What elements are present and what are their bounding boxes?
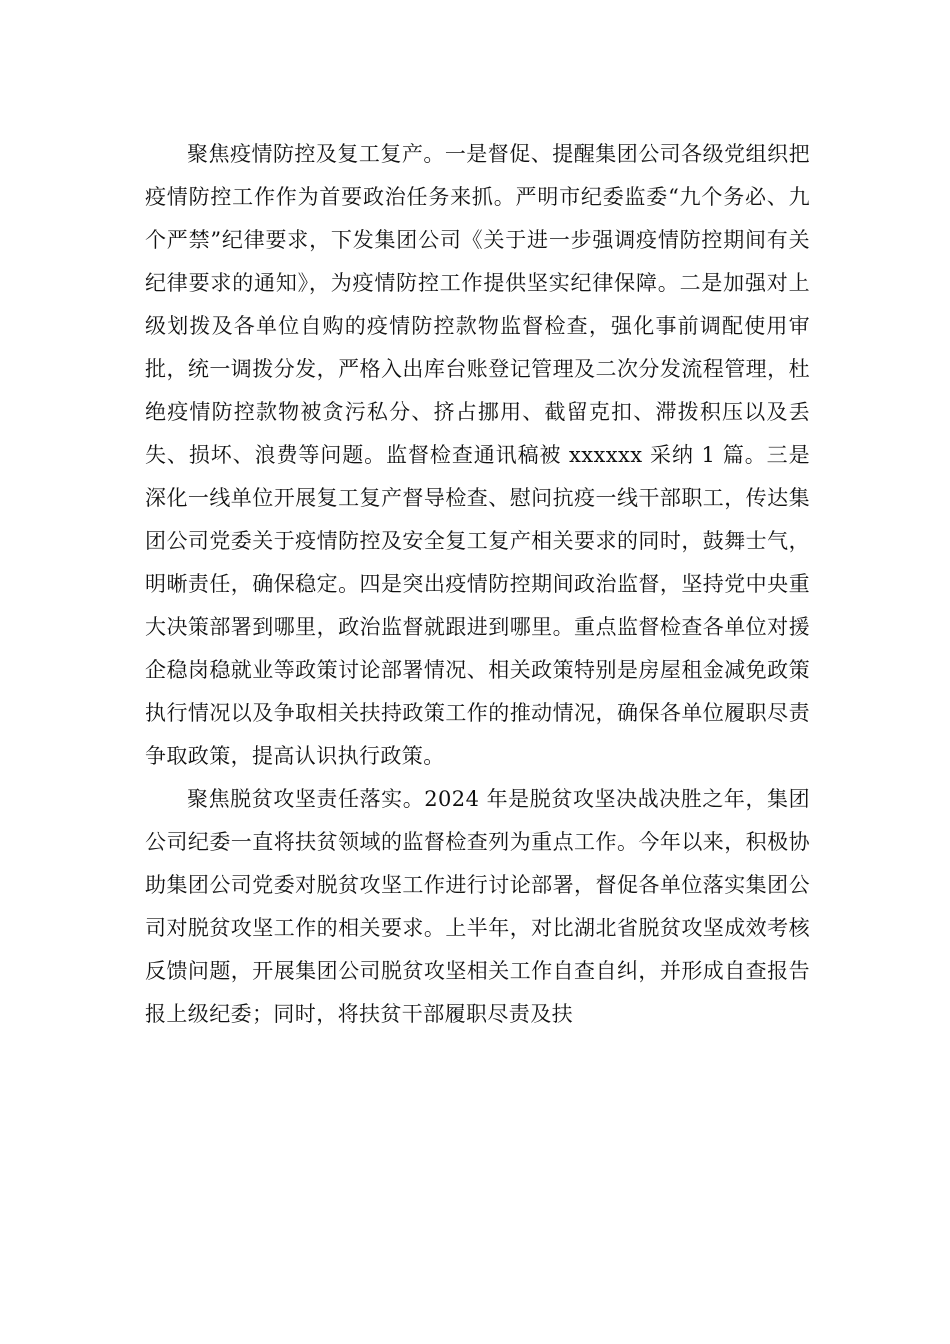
paragraph-poverty-alleviation: 聚焦脱贫攻坚责任落实。2024 年是脱贫攻坚决战决胜之年，集团公司纪委一直将扶贫领域的监督检查列为重点工作。今年以来，积极协助集团公司党委对脱贫攻坚工作进行讨论部署，督促各单位落实集团公司对脱贫攻坚工作的相关要求。上半年，对比湖北省脱贫攻坚成效考核反馈问题，开展集团公司脱贫攻坚相关工作自查自纠，并形成自查报告报上级纪委；同时，将扶贫干部履职尽责及扶: [145, 787, 810, 1026]
paragraph-epidemic-prevention: 聚焦疫情防控及复工复产。一是督促、提醒集团公司各级党组织把疫情防控工作作为首要政治任务来抓。严明市纪委监委“九个务必、九个严禁”纪律要求，下发集团公司《关于进一步强调疫情防控期间有关纪律要求的通知》，为疫情防控工作提供坚实纪律保障。二是加强对上级划拨及各单位自购的疫情防控款物监督检查，强化事前调配使用审批，统一调拨分发，严格入出库台账登记管理及二次分发流程管理，杜绝疫情防控款物被贪污私分、挤占挪用、截留克扣、滞拨积压以及丢失、损坏、浪费等问题。监督检查通讯稿被 xxxxxx 采纳 1 篇。三是深化一线单位开展复工复产督导检查、慰问抗疫一线干部职工，传达集团公司党委关于疫情防控及安全复工复产相关要求的同时，鼓舞士气，明晰责任，确保稳定。四是突出疫情防控期间政治监督，坚持党中央重大决策部署到哪里，政治监督就跟进到哪里。重点监督检查各单位对援企稳岗稳就业等政策讨论部署情况、相关政策特别是房屋租金减免政策执行情况以及争取相关扶持政策工作的推动情况，确保各单位履职尽责争取政策，提高认识执行政策。: [145, 142, 810, 768]
document-body: [145, 133, 810, 1036]
